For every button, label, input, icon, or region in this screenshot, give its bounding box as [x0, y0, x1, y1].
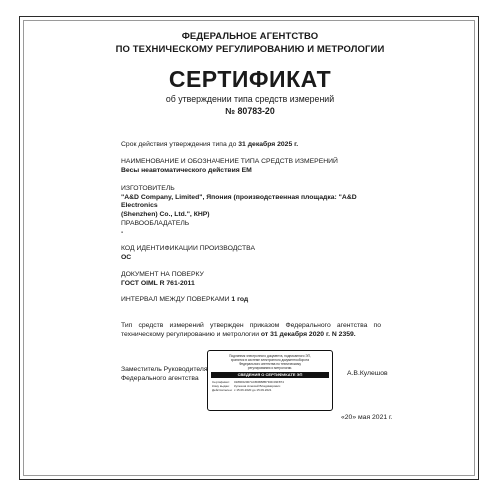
manufacturer-line-1: "A&D Company, Limited", Япония (производственная площадка: "A&D Electronics	[121, 193, 357, 210]
production-code-section	[121, 245, 383, 262]
rightholder-value: -	[121, 228, 124, 236]
interval-label: ИНТЕРВАЛ МЕЖДУ ПОВЕРКАМИ	[121, 296, 230, 303]
type-name-heading: НАИМЕНОВАНИЕ И ОБОЗНАЧЕНИЕ ТИПА СРЕДСТВ ИЗМЕРЕНИЙ	[121, 158, 338, 165]
signer-name: А.В.Кулешов	[347, 370, 388, 377]
stamp-row-value: Кулешов Алексей Владимирович	[234, 384, 281, 388]
agency-line-2: ПО ТЕХНИЧЕСКОМУ РЕГУЛИРОВАНИЮ И МЕТРОЛОГИИ	[115, 44, 385, 55]
production-code-value: ОС	[121, 253, 132, 261]
stamp-row-key: Кому выдан:	[212, 384, 230, 388]
manufacturer-heading: ИЗГОТОВИТЕЛЬ	[121, 185, 175, 192]
manufacturer-line-2: (Shenzhen) Co., Ltd.", КНР)	[121, 210, 210, 218]
verification-doc-section	[121, 271, 383, 288]
certificate-number: № 80783-20	[225, 106, 275, 116]
signatory-position-line-1: Заместитель Руководителя	[121, 366, 208, 373]
order-text: Тип средств измерений утвержден приказом Федерального агентства по техническому регулированию и метрологии	[121, 322, 381, 338]
rightholder-heading: ПРАВООБЛАДАТЕЛЬ	[121, 220, 190, 227]
agency-header	[0, 30, 500, 56]
stamp-header-line-3: Федерального агентства по техническому	[239, 362, 301, 366]
interval-line	[121, 296, 383, 305]
validity-date: 31 декабря 2025 г.	[238, 141, 299, 148]
stamp-row-key: Действителен:	[212, 388, 233, 392]
stamp-bar: СВЕДЕНИЯ О СЕРТИФИКАТЕ ЭП	[211, 372, 329, 378]
stamp-header-line-4: регулированию и метрологии.	[247, 366, 293, 370]
production-code-heading: КОД ИДЕНТИФИКАЦИИ ПРОИЗВОДСТВА	[121, 245, 255, 252]
validity-label: Срок действия утверждения типа до	[121, 141, 237, 148]
rightholder-section	[121, 220, 383, 237]
interval-value: 1 год	[231, 296, 249, 303]
signatory-position-line-2: Федерального агентства	[121, 375, 199, 382]
stamp-header-line-1: Подлинник электронного документа, подписанного ЭП,	[229, 354, 311, 358]
stamp-header-line-2: хранится в системе электронного документооборота	[230, 358, 310, 362]
signatory-position	[121, 365, 208, 383]
manufacturer-section	[121, 185, 391, 219]
certificate-title: СЕРТИФИКАТ	[168, 66, 332, 92]
agency-line-1: ФЕДЕРАЛЬНОЕ АГЕНТСТВО	[181, 31, 319, 42]
stamp-row-key: Сертификат:	[212, 380, 230, 384]
stamp-row-value: с 15.06.2020 до 15.09.2021	[234, 388, 272, 392]
stamp-row-value: 0189F02007ACB36B8B7D0C03F874	[234, 380, 284, 384]
stamp-header	[212, 354, 328, 370]
verification-doc-heading: ДОКУМЕНТ НА ПОВЕРКУ	[121, 271, 204, 278]
order-paragraph	[121, 321, 381, 339]
order-date-number: от 31 декабря 2020 г. N 2359.	[260, 331, 356, 338]
certificate-subtitle: об утверждении типа средств измерений	[165, 94, 335, 104]
stamp-row	[212, 388, 328, 392]
signature-date: «20» мая 2021 г.	[341, 414, 393, 421]
type-name-section	[121, 158, 383, 175]
validity-line	[121, 141, 383, 150]
verification-doc-value: ГОСТ OIML R 761-2011	[121, 279, 195, 287]
type-name-value: Весы неавтоматического действия ЕМ	[121, 166, 252, 174]
electronic-signature-stamp	[207, 350, 333, 411]
certificate-subtitle-block	[0, 93, 500, 117]
